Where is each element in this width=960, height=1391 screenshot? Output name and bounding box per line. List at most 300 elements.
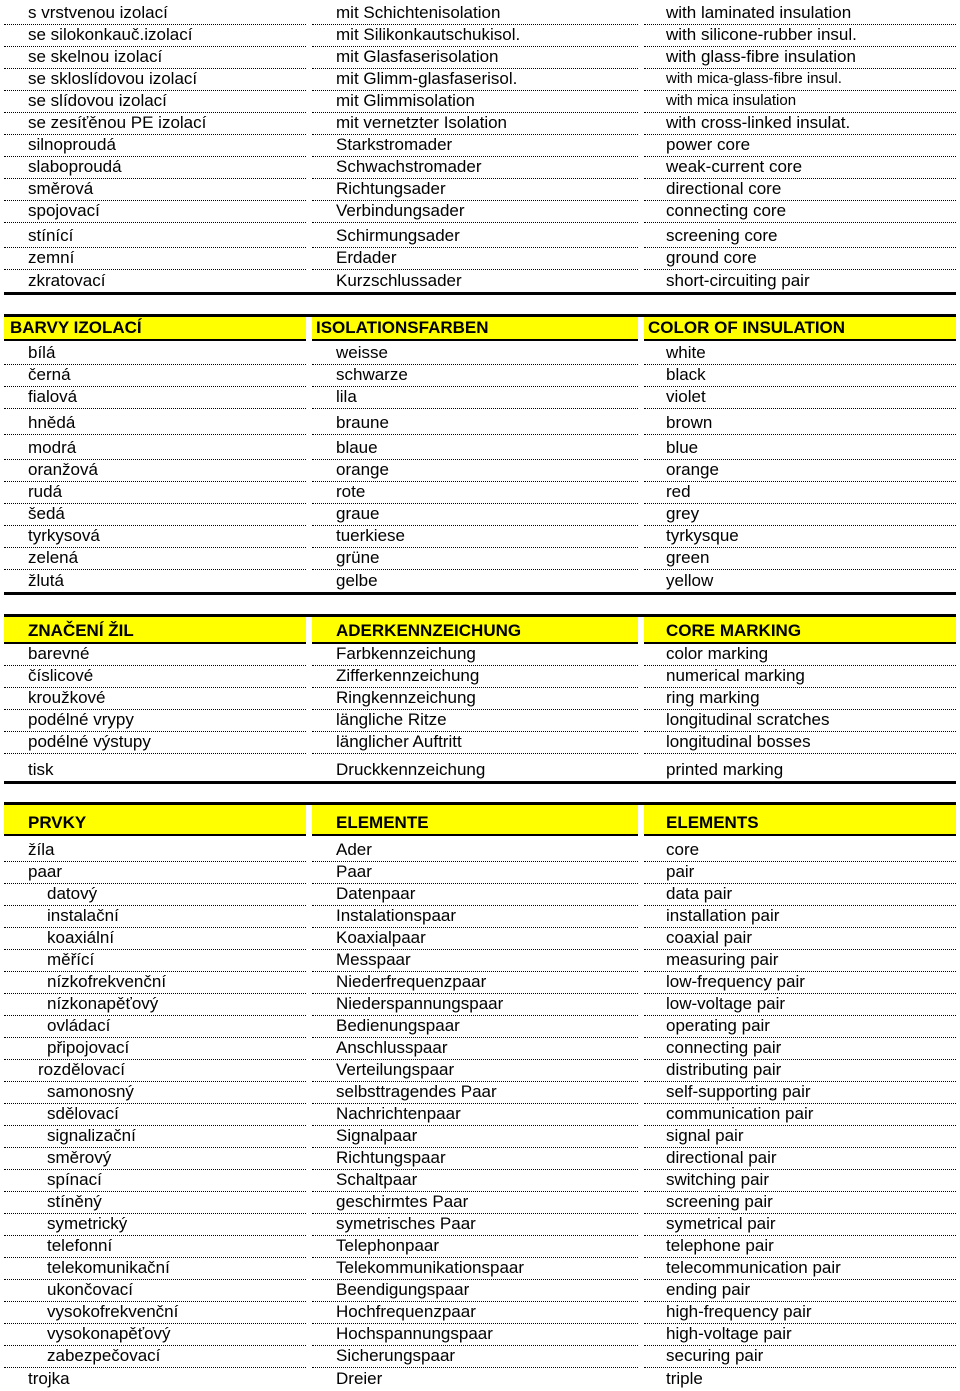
term-de: [312, 526, 638, 548]
table-row: [4, 135, 956, 157]
table-row: [4, 1104, 956, 1126]
term-cz-text: stínící: [28, 226, 74, 245]
table-row: [4, 223, 956, 248]
term-cz-text: kroužkové: [28, 688, 106, 707]
marking-header-row: [4, 617, 956, 644]
term-en: [644, 1126, 956, 1148]
term-de: [312, 666, 638, 688]
term-cz-text: měřící: [47, 950, 95, 969]
term-cz: [4, 201, 306, 223]
section-core-types: [4, 0, 956, 295]
term-en-text: grey: [666, 504, 700, 523]
term-en-text: directional pair: [666, 1148, 777, 1167]
term-en: [644, 666, 956, 688]
term-cz-text: šedá: [28, 504, 65, 523]
term-cz-text: podélné výstupy: [28, 732, 151, 751]
table-row: [4, 1302, 956, 1324]
term-en-text: with cross-linked insulat.: [666, 113, 851, 132]
term-cz: [4, 950, 306, 972]
term-de-text: länglicher Auftritt: [336, 732, 462, 751]
term-de: [312, 862, 638, 884]
term-cz: [4, 688, 306, 710]
term-en: [644, 732, 956, 754]
term-en: [644, 25, 956, 47]
term-de: [312, 179, 638, 201]
term-cz: [4, 1060, 306, 1082]
term-cz: [4, 1126, 306, 1148]
table-row: [4, 1038, 956, 1060]
term-de: [312, 1038, 638, 1060]
term-en: [644, 248, 956, 270]
term-cz: [4, 69, 306, 91]
term-de-text: braune: [336, 413, 389, 432]
term-de: [312, 950, 638, 972]
term-cz-text: vysokofrekvenční: [47, 1302, 179, 1321]
term-en: [644, 1258, 956, 1280]
term-de-text: Koaxialpaar: [336, 928, 426, 947]
term-cz: [4, 435, 306, 460]
table-row: [4, 341, 956, 365]
table-row: [4, 928, 956, 950]
term-en-text: coaxial pair: [666, 928, 752, 947]
term-de-text: Starkstromader: [336, 135, 453, 154]
term-de-text: Richtungsader: [336, 179, 446, 198]
table-row: [4, 1060, 956, 1082]
term-en: [644, 387, 956, 409]
term-en-text: pair: [666, 862, 695, 881]
term-en-text: with laminated insulation: [666, 3, 852, 22]
term-en-text: with mica insulation: [666, 92, 797, 109]
term-cz: [4, 1302, 306, 1324]
term-cz-text: zelená: [28, 548, 79, 567]
term-de: [312, 1236, 638, 1258]
term-de: [312, 994, 638, 1016]
term-en-text: numerical marking: [666, 666, 805, 685]
term-cz-text: hnědá: [28, 413, 76, 432]
table-row: [4, 1016, 956, 1038]
term-de: [312, 570, 638, 592]
term-en: [644, 223, 956, 248]
term-de: [312, 732, 638, 754]
table-row: [4, 1346, 956, 1368]
term-de: [312, 460, 638, 482]
term-de: [312, 91, 638, 113]
term-de: [312, 1214, 638, 1236]
term-cz-text: slaboproudá: [28, 157, 122, 176]
term-de: [312, 906, 638, 928]
term-de: [312, 223, 638, 248]
term-cz: [4, 504, 306, 526]
term-de-text: längliche Ritze: [336, 710, 447, 729]
term-cz: [4, 972, 306, 994]
term-de-text: geschirmtes Paar: [336, 1192, 469, 1211]
section-insulation-colors: [4, 314, 956, 595]
term-cz-text: zabezpečovací: [47, 1346, 161, 1365]
term-cz: [4, 1258, 306, 1280]
term-cz: [4, 1038, 306, 1060]
term-de-text: Instalationspaar: [336, 906, 457, 925]
term-cz-text: nízkofrekvenční: [47, 972, 167, 991]
term-en-text: data pair: [666, 884, 733, 903]
term-cz-text: připojovací: [47, 1038, 130, 1057]
term-en-text: green: [666, 548, 710, 567]
term-cz: [4, 1324, 306, 1346]
term-cz: [4, 1148, 306, 1170]
term-en-text: securing pair: [666, 1346, 764, 1365]
term-de-text: weisse: [336, 343, 388, 362]
term-de-text: orange: [336, 460, 389, 479]
term-de: [312, 688, 638, 710]
term-de: [312, 1060, 638, 1082]
term-de-text: Richtungspaar: [336, 1148, 446, 1167]
term-cz: [4, 1346, 306, 1368]
term-de: [312, 754, 638, 781]
term-en-text: power core: [666, 135, 751, 154]
term-de: [312, 644, 638, 666]
term-en: [644, 270, 956, 292]
term-de-text: Schirmungsader: [336, 226, 460, 245]
term-de-text: Erdader: [336, 248, 397, 267]
table-row: [4, 504, 956, 526]
term-en-text: color marking: [666, 644, 769, 663]
term-cz: [4, 1016, 306, 1038]
term-de-text: mit Glimm-glasfaserisol.: [336, 69, 518, 88]
term-de-text: Hochfrequenzpaar: [336, 1302, 476, 1321]
term-en: [644, 365, 956, 387]
table-row: [4, 1368, 956, 1390]
term-en: [644, 504, 956, 526]
term-cz: [4, 135, 306, 157]
elements-header-cz: PRVKY: [4, 805, 306, 836]
term-en: [644, 994, 956, 1016]
term-de: [312, 135, 638, 157]
term-cz-text: se skloslídovou izolací: [28, 69, 198, 88]
term-cz-text: číslicové: [28, 666, 94, 685]
term-cz: [4, 548, 306, 570]
term-en-text: measuring pair: [666, 950, 779, 969]
term-cz: [4, 179, 306, 201]
term-cz-text: trojka: [28, 1369, 70, 1388]
term-cz-text: černá: [28, 365, 71, 384]
term-cz-text: zemní: [28, 248, 75, 267]
table-row: [4, 435, 956, 460]
table-row: [4, 1082, 956, 1104]
term-de-text: Nachrichtenpaar: [336, 1104, 461, 1123]
table-row: [4, 1170, 956, 1192]
term-cz-text: stíněný: [47, 1192, 102, 1211]
term-de: [312, 1280, 638, 1302]
term-de-text: Druckkennzeichung: [336, 760, 486, 779]
term-cz: [4, 570, 306, 592]
term-en-text: longitudinal scratches: [666, 710, 830, 729]
term-en-text: with silicone-rubber insul.: [666, 25, 857, 44]
term-de-text: Sicherungspaar: [336, 1346, 456, 1365]
term-de-text: Messpaar: [336, 950, 411, 969]
term-en: [644, 570, 956, 592]
term-de-text: Telephonpaar: [336, 1236, 440, 1255]
term-en: [644, 1016, 956, 1038]
term-cz: [4, 836, 306, 862]
term-de-text: Farbkennzeichung: [336, 644, 476, 663]
term-de: [312, 365, 638, 387]
term-cz: [4, 113, 306, 135]
term-de: [312, 928, 638, 950]
term-de-text: Zifferkennzeichung: [336, 666, 480, 685]
term-en: [644, 688, 956, 710]
term-de-text: mit Glasfaserisolation: [336, 47, 499, 66]
term-en-text: connecting core: [666, 201, 787, 220]
term-cz: [4, 1368, 306, 1390]
term-cz-text: s vrstvenou izolací: [28, 3, 168, 22]
term-cz-text: žlutá: [28, 571, 64, 590]
table-row: [4, 113, 956, 135]
table-row: [4, 906, 956, 928]
term-de: [312, 47, 638, 69]
term-de-text: mit Glimmisolation: [336, 91, 475, 110]
term-cz: [4, 1082, 306, 1104]
term-en: [644, 1214, 956, 1236]
term-de: [312, 1104, 638, 1126]
table-row: [4, 365, 956, 387]
colors-header-en: COLOR OF INSULATION: [644, 317, 956, 341]
table-row: [4, 732, 956, 754]
term-de-text: Telekommunikationspaar: [336, 1258, 525, 1277]
term-de-text: Bedienungspaar: [336, 1016, 460, 1035]
term-en: [644, 47, 956, 69]
term-cz-text: bílá: [28, 343, 56, 362]
term-en: [644, 1346, 956, 1368]
term-de-text: graue: [336, 504, 380, 523]
table-row: [4, 526, 956, 548]
term-en: [644, 1082, 956, 1104]
table-row: [4, 69, 956, 91]
term-en-text: low-frequency pair: [666, 972, 805, 991]
term-en-text: telecommunication pair: [666, 1258, 841, 1277]
term-de: [312, 1126, 638, 1148]
term-de-text: Datenpaar: [336, 884, 416, 903]
term-cz: [4, 906, 306, 928]
term-de: [312, 482, 638, 504]
term-en-text: screening core: [666, 226, 778, 245]
term-cz-text: spínací: [47, 1170, 102, 1189]
term-en-text: switching pair: [666, 1170, 769, 1189]
term-cz: [4, 1214, 306, 1236]
term-de: [312, 0, 638, 25]
term-cz-text: směrový: [47, 1148, 112, 1167]
term-en: [644, 754, 956, 781]
term-cz-text: samonosný: [47, 1082, 134, 1101]
term-de-text: Hochspannungspaar: [336, 1324, 493, 1343]
term-de: [312, 1148, 638, 1170]
term-cz: [4, 1104, 306, 1126]
marking-header-cz: ZNAČENÍ ŽIL: [4, 617, 306, 644]
term-cz-text: barevné: [28, 644, 90, 663]
table-row: [4, 710, 956, 732]
marking-header-en: CORE MARKING: [644, 617, 956, 644]
term-cz: [4, 1280, 306, 1302]
table-row: [4, 644, 956, 666]
table-row: [4, 25, 956, 47]
term-en-text: longitudinal bosses: [666, 732, 811, 751]
term-cz: [4, 994, 306, 1016]
table-row: [4, 1258, 956, 1280]
term-en: [644, 179, 956, 201]
term-cz: [4, 754, 306, 781]
term-en: [644, 1170, 956, 1192]
colors-header-cz: BARVY IZOLACÍ: [4, 317, 306, 341]
colors-header-row: [4, 317, 956, 341]
term-cz: [4, 0, 306, 25]
term-en-text: weak-current core: [666, 157, 803, 176]
term-de-text: Schwachstromader: [336, 157, 482, 176]
marking-header-de: ADERKENNZEICHUNG: [312, 617, 638, 644]
term-en-text: violet: [666, 387, 706, 406]
term-en: [644, 409, 956, 435]
term-de-text: gelbe: [336, 571, 378, 590]
table-row: [4, 688, 956, 710]
term-de-text: lila: [336, 387, 357, 406]
table-row: [4, 950, 956, 972]
term-cz-text: podélné vrypy: [28, 710, 134, 729]
term-cz-text: ovládací: [47, 1016, 111, 1035]
term-en-text: installation pair: [666, 906, 780, 925]
term-en-text: self-supporting pair: [666, 1082, 811, 1101]
term-cz-text: telekomunikační: [47, 1258, 170, 1277]
term-cz-text: tisk: [28, 760, 54, 779]
term-cz: [4, 884, 306, 906]
term-de-text: Anschlusspaar: [336, 1038, 448, 1057]
term-en: [644, 0, 956, 25]
term-cz: [4, 1192, 306, 1214]
term-de: [312, 1170, 638, 1192]
term-cz-text: fialová: [28, 387, 78, 406]
term-de: [312, 548, 638, 570]
table-row: [4, 387, 956, 409]
term-en-text: screening pair: [666, 1192, 773, 1211]
term-de: [312, 710, 638, 732]
term-en-text: yellow: [666, 571, 714, 590]
table-row: [4, 1126, 956, 1148]
table-row: [4, 201, 956, 223]
term-en-text: triple: [666, 1369, 703, 1388]
term-cz: [4, 732, 306, 754]
term-en: [644, 884, 956, 906]
term-cz-text: zkratovací: [28, 271, 106, 290]
term-cz-text: směrová: [28, 179, 94, 198]
elements-header-en: ELEMENTS: [644, 805, 956, 836]
term-de-text: tuerkiese: [336, 526, 405, 545]
term-cz: [4, 25, 306, 47]
colors-header-de: ISOLATIONSFARBEN: [312, 317, 638, 341]
table-row: [4, 994, 956, 1016]
term-de-text: Kurzschlussader: [336, 271, 462, 290]
term-en: [644, 950, 956, 972]
elements-header-row: [4, 805, 956, 836]
term-en-text: printed marking: [666, 760, 784, 779]
term-en: [644, 710, 956, 732]
term-de: [312, 972, 638, 994]
term-de: [312, 341, 638, 365]
term-cz-text: nízkonapěťový: [47, 994, 159, 1013]
elements-header-de: ELEMENTE: [312, 805, 638, 836]
table-row: [4, 570, 956, 592]
term-de: [312, 113, 638, 135]
term-cz-text: sdělovací: [47, 1104, 119, 1123]
table-row: [4, 1324, 956, 1346]
term-de: [312, 387, 638, 409]
term-de: [312, 409, 638, 435]
term-en: [644, 1192, 956, 1214]
term-cz-text: oranžová: [28, 460, 98, 479]
term-cz-text: se zesíťěnou PE izolací: [28, 113, 207, 132]
term-cz: [4, 47, 306, 69]
term-en-text: low-voltage pair: [666, 994, 786, 1013]
term-de-text: Beendigungspaar: [336, 1280, 470, 1299]
term-en-text: white: [666, 343, 706, 362]
term-de: [312, 1082, 638, 1104]
table-row: [4, 482, 956, 504]
term-cz: [4, 248, 306, 270]
term-cz-text: instalační: [47, 906, 119, 925]
term-de: [312, 25, 638, 47]
term-en-text: with glass-fibre insulation: [666, 47, 856, 66]
table-row: [4, 836, 956, 862]
table-row: [4, 248, 956, 270]
term-en-text: connecting pair: [666, 1038, 782, 1057]
table-row: [4, 1236, 956, 1258]
table-row: [4, 666, 956, 688]
term-en: [644, 135, 956, 157]
table-row: [4, 460, 956, 482]
table-row: [4, 548, 956, 570]
term-en: [644, 1280, 956, 1302]
term-de-text: Niederspannungspaar: [336, 994, 504, 1013]
term-en: [644, 482, 956, 504]
term-en: [644, 928, 956, 950]
term-cz: [4, 928, 306, 950]
term-en: [644, 1368, 956, 1390]
term-en: [644, 460, 956, 482]
table-row: [4, 157, 956, 179]
term-en-text: tyrkysque: [666, 526, 739, 545]
term-de: [312, 69, 638, 91]
term-cz: [4, 644, 306, 666]
table-row: [4, 0, 956, 25]
term-de: [312, 1302, 638, 1324]
term-de-text: Dreier: [336, 1369, 383, 1388]
term-de-text: blaue: [336, 438, 378, 457]
term-de: [312, 1368, 638, 1390]
term-en: [644, 548, 956, 570]
term-de-text: mit Schichtenisolation: [336, 3, 501, 22]
term-en-text: core: [666, 840, 700, 859]
term-de-text: Ringkennzeichung: [336, 688, 476, 707]
term-de: [312, 1016, 638, 1038]
term-en: [644, 644, 956, 666]
term-de: [312, 1324, 638, 1346]
term-de-text: rote: [336, 482, 366, 501]
term-en: [644, 91, 956, 113]
term-de: [312, 248, 638, 270]
term-de: [312, 1346, 638, 1368]
term-cz: [4, 223, 306, 248]
term-de-text: grüne: [336, 548, 380, 567]
term-de: [312, 201, 638, 223]
table-row: [4, 1148, 956, 1170]
term-en-text: high-frequency pair: [666, 1302, 812, 1321]
term-en-text: operating pair: [666, 1016, 770, 1035]
section-elements: [4, 802, 956, 1390]
